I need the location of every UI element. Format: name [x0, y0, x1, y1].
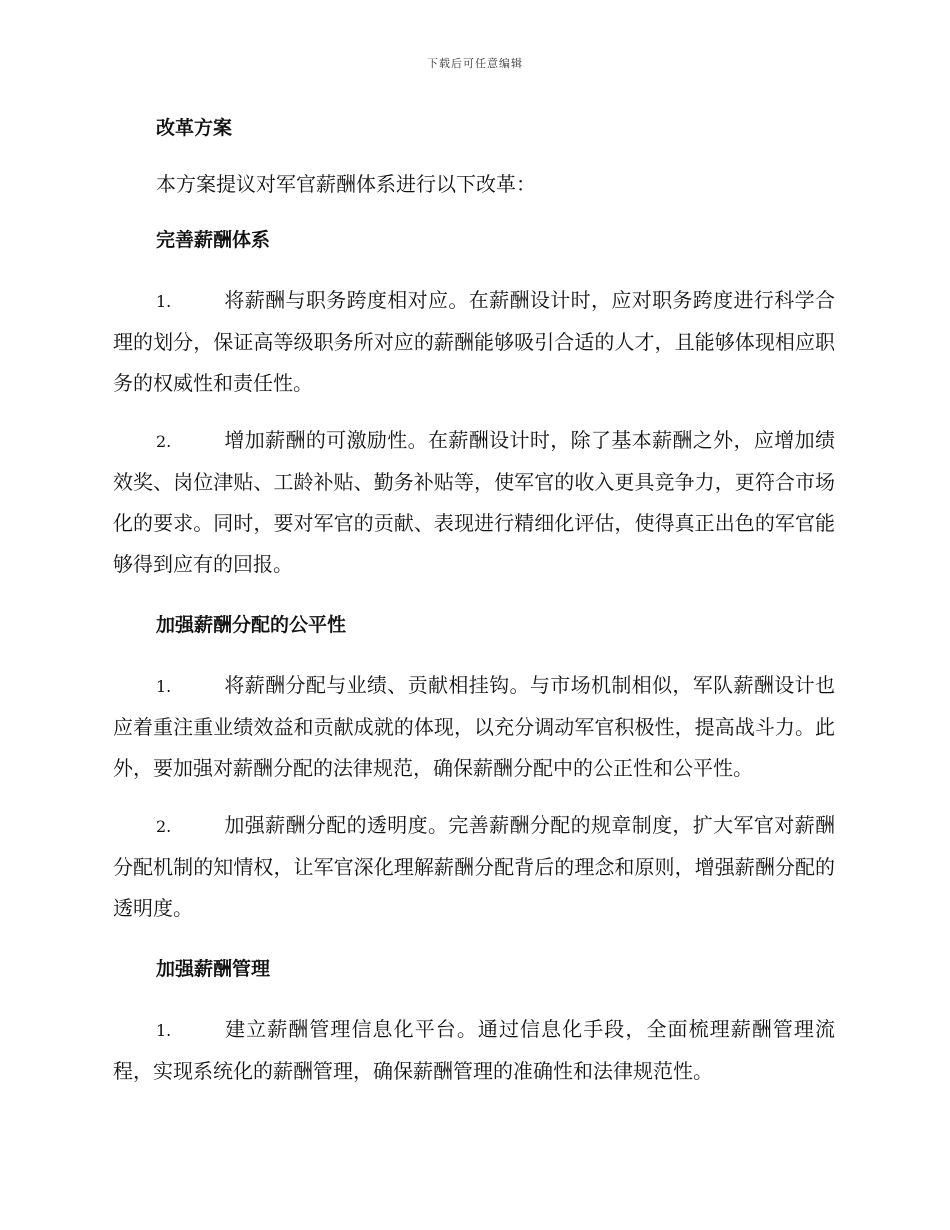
list-item-number: 2.	[156, 817, 172, 836]
list-item-text: 将薪酬与职务跨度相对应。在薪酬设计时，应对职务跨度进行科学合理的划分，保证高等级职务所对应的薪酬能够吸引合适的人才，且能够体现相应职务的权威性和责任性。	[113, 288, 835, 395]
section-heading: 完善薪酬体系	[156, 229, 271, 251]
list-item-number: 2.	[156, 432, 172, 451]
list-item	[113, 805, 835, 929]
list-item-number: 1.	[156, 1021, 172, 1040]
list-item	[113, 280, 835, 404]
list-item-text: 增加薪酬的可激励性。在薪酬设计时，除了基本薪酬之外，应增加绩效奖、岗位津贴、工龄补贴、勤务补贴等，使军官的收入更具竞争力，更符合市场化的要求。同时，要对军官的贡献、表现进行精细化评估，使得真正出色的军官能够得到应有的回报。	[113, 428, 835, 576]
list-item-number: 1.	[156, 677, 172, 696]
list-item	[113, 1009, 835, 1092]
list-item-text: 加强薪酬分配的透明度。完善薪酬分配的规章制度，扩大军官对薪酬分配机制的知情权，让军官深化理解薪酬分配背后的理念和原则，增强薪酬分配的透明度。	[113, 813, 835, 920]
section-heading: 加强薪酬分配的公平性	[156, 614, 347, 636]
list-item-text: 将薪酬分配与业绩、贡献相挂钩。与市场机制相似，军队薪酬设计也应着重注重业绩效益和贡献成就的体现，以充分调动军官积极性，提高战斗力。此外，要加强对薪酬分配的法律规范，确保薪酬分配中的公正性和公平性。	[113, 673, 835, 780]
list-item-text: 建立薪酬管理信息化平台。通过信息化手段，全面梳理薪酬管理流程，实现系统化的薪酬管理，确保薪酬管理的准确性和法律规范性。	[113, 1017, 835, 1083]
list-item	[113, 665, 835, 789]
list-item-number: 1.	[156, 292, 172, 311]
intro-paragraph: 本方案提议对军官薪酬体系进行以下改革：	[156, 172, 536, 196]
section-heading: 加强薪酬管理	[156, 958, 271, 980]
page-header-note: 下载后可任意编辑	[427, 57, 523, 70]
list-item	[113, 420, 835, 585]
document-body	[113, 108, 835, 1092]
section-title: 改革方案	[156, 117, 233, 139]
